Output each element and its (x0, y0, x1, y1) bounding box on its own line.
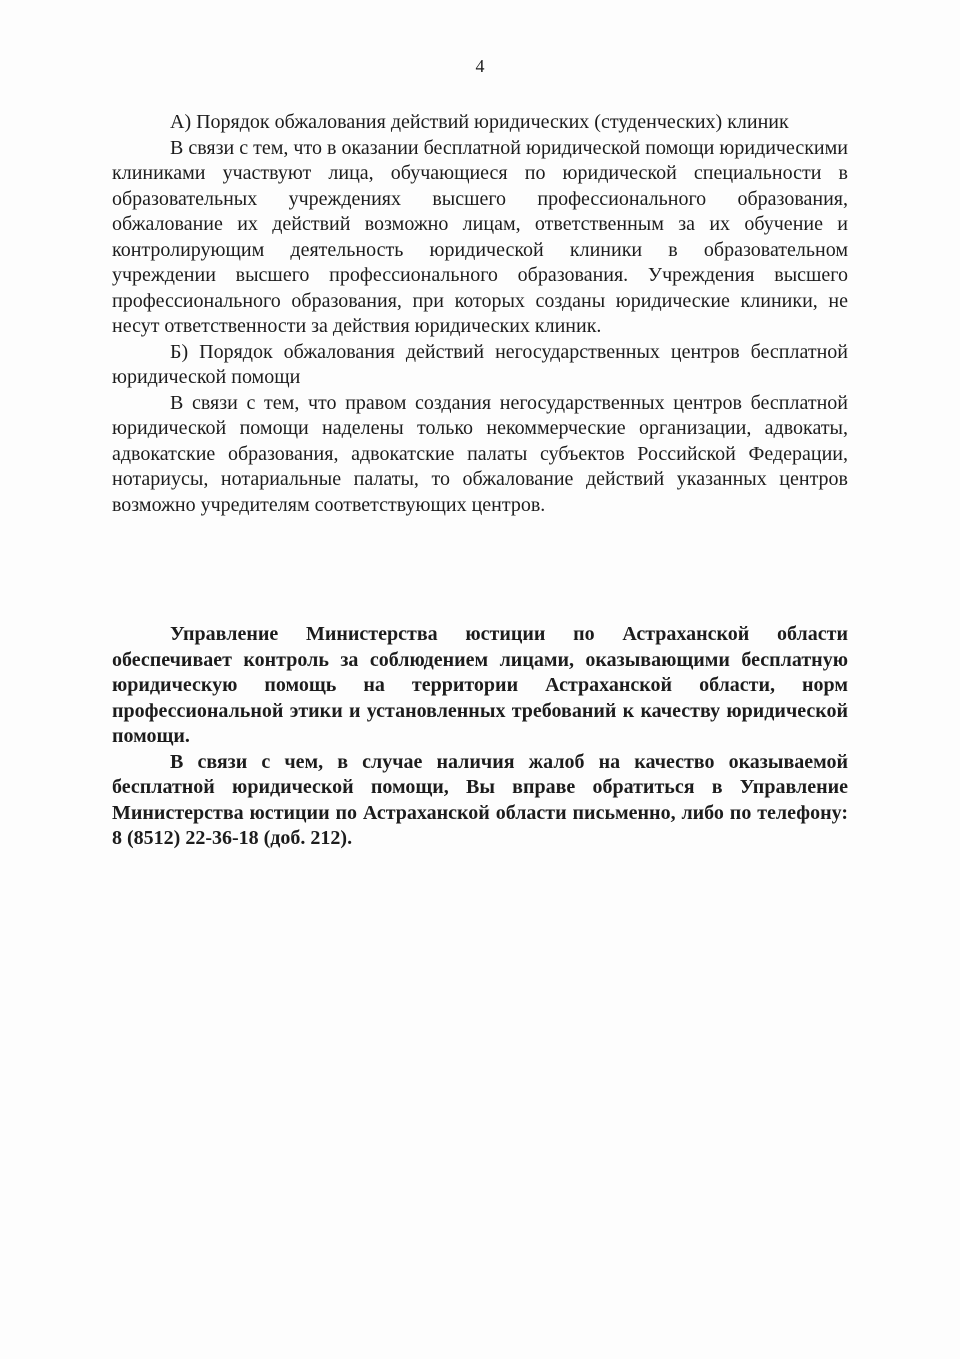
page-number: 4 (475, 56, 485, 76)
notice-paragraph-contact: В связи с чем, в случае наличия жалоб на качество оказываемой бесплатной юридической помощи, Вы вправе обратиться в Управление Министерства юстиции по Астраханской области письменно, либо по телефону: 8 (8512) 22-36-18 (доб. 212). (112, 750, 848, 849)
ministry-notice-section (112, 622, 848, 852)
section-b-heading: Б) Порядок обжалования действий негосударственных центров бесплатной юридической помощи (112, 340, 848, 388)
section-b-body: В связи с тем, что правом создания негосударственных центров бесплатной юридической помощи наделены только некоммерческие организации, адвокаты, адвокатские образования, адвокатские палаты субъектов Российской Федерации, нотариусы, нотариальные палаты, то обжалование действий указанных центров возможно учредителям соответствующих центров. (112, 391, 848, 516)
section-a-body: В связи с тем, что в оказании бесплатной юридической помощи юридическими клиниками участвуют лица, обучающиеся по юридической специальности в образовательных учреждениях высшего профессионального образования, обжалование их действий возможно лицам, ответственным за их обучение и контролирующим деятельность юридической клиники в образовательном учреждении высшего профессионального образования. Учреждения высшего профессионального образования, при которых созданы юридические клиники, не несут ответственности за действия юридических клиник. (112, 136, 848, 337)
section-a-heading: А) Порядок обжалования действий юридических (студенческих) клиник (170, 111, 789, 133)
complaint-procedures-section (112, 110, 848, 518)
notice-paragraph-control: Управление Министерства юстиции по Астраханской области обеспечивает контроль за соблюдением лицами, оказывающими бесплатную юридическую помощь на территории Астраханской области, норм профессиональной этики и установленных требований к качеству юридической помощи. (112, 623, 848, 747)
